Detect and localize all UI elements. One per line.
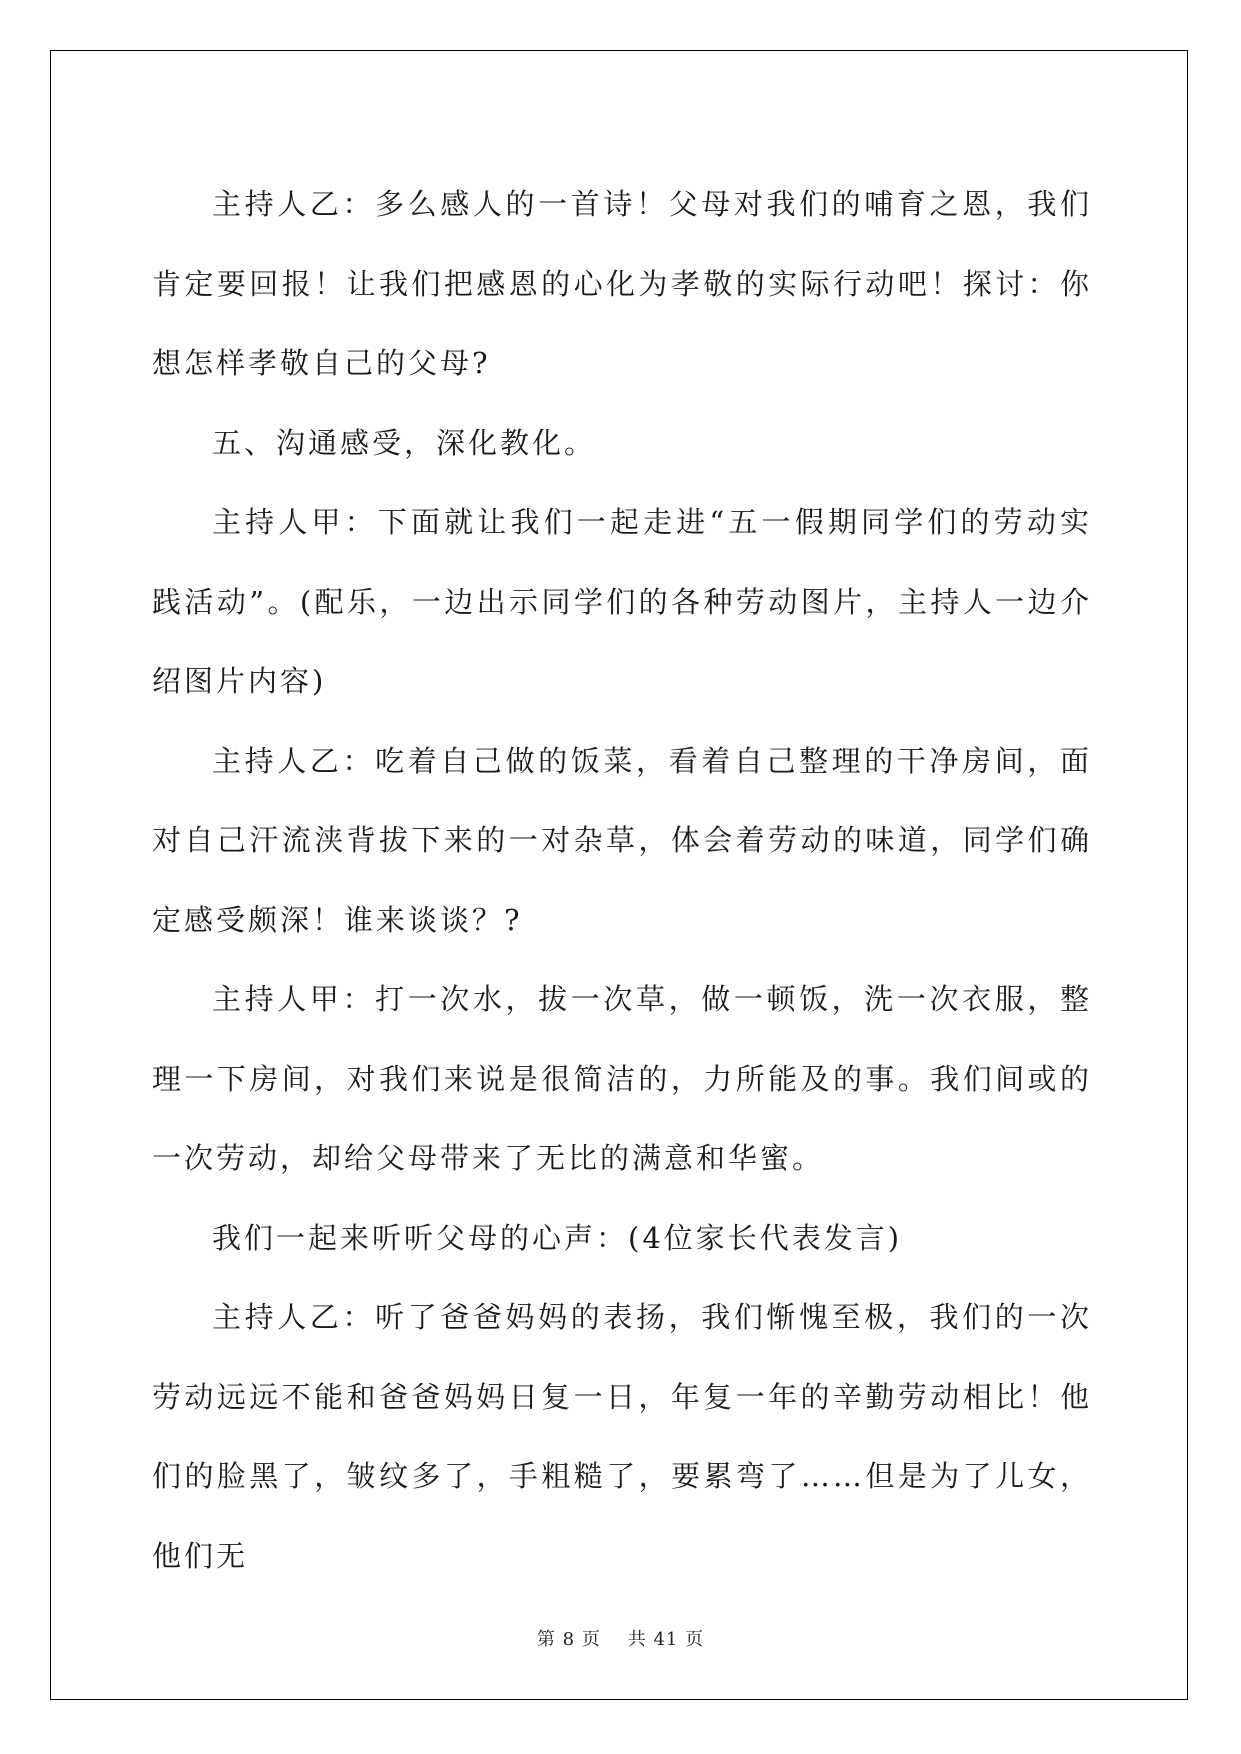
paragraph: 主持人乙：听了爸爸妈妈的表扬，我们惭愧至极，我们的一次劳动远远不能和爸爸妈妈日复一日，年复一年的辛勤劳动相比！他们的脸黑了，皱纹多了，手粗糙了，要累弯了……但是为了儿女，他们无 [152, 1300, 1092, 1573]
document-body [152, 165, 1092, 1596]
paragraph: 主持人乙：多么感人的一首诗！父母对我们的哺育之恩，我们肯定要回报！让我们把感恩的心化为孝敬的实际行动吧！探讨：你想怎样孝敬自己的父母? [152, 187, 1092, 380]
page-number: 第 8 页 [536, 1629, 601, 1650]
paragraph: 主持人甲：打一次水，拔一次草，做一顿饭，洗一次衣服，整理一下房间，对我们来说是很简洁的，力所能及的事。我们间或的一次劳动，却给父母带来了无比的满意和华蜜。 [152, 982, 1092, 1175]
paragraph: 我们一起来听听父母的心声：(4位家长代表发言) [212, 1220, 903, 1255]
paragraph: 主持人乙：吃着自己做的饭菜，看着自己整理的干净房间，面对自己汗流浃背拔下来的一对杂草，体会着劳动的味道，同学们确定感受颇深！谁来谈谈？? [152, 743, 1092, 937]
page-total: 共 41 页 [627, 1629, 705, 1650]
paragraph: 主持人甲：下面就让我们一起走进“五一假期同学们的劳动实践活动”。(配乐，一边出示同学们的各种劳动图片，主持人一边介绍图片内容) [152, 505, 1092, 698]
page-footer [0, 1625, 1241, 1651]
paragraph: 五、沟通感受，深化教化。 [212, 425, 597, 460]
